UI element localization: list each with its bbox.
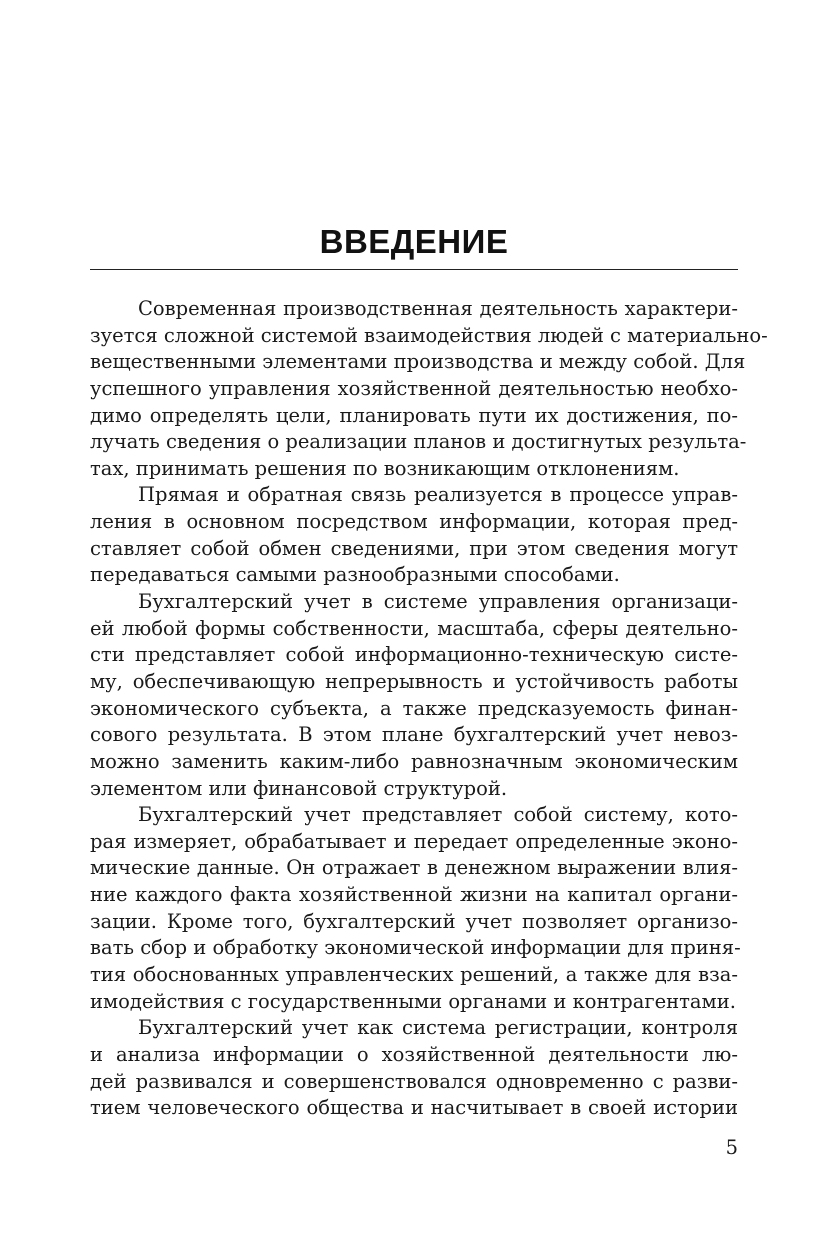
chapter-heading: ВВЕДЕНИЕ (319, 223, 509, 260)
paragraph (90, 1015, 738, 1122)
text-line: Прямая и обратная связь реализуется в процессе управ- (138, 483, 738, 507)
text-line: экономического субъекта, а также предсказуемость финан- (90, 696, 738, 720)
text-line: сового результата. В этом плане бухгалтерский учет невоз- (90, 723, 738, 747)
text-line: мические данные. Он отражает в денежном выражении влия- (90, 856, 738, 880)
text-line: передаваться самыми разнообразными способами. (90, 563, 620, 587)
text-line: сти представляет собой информационно-техническую систе- (90, 643, 738, 667)
text-line: лучать сведения о реализации планов и достигнутых результа- (90, 430, 747, 454)
text-line: зуется сложной системой взаимодействия людей с материально- (90, 323, 768, 347)
text-line: ей любой формы собственности, масштаба, сферы деятельно- (90, 616, 738, 640)
text-line: Бухгалтерский учет в системе управления организаци- (138, 590, 738, 614)
heading-underline (90, 269, 738, 270)
text-line: и анализа информации о хозяйственной деятельности лю- (90, 1042, 738, 1066)
paragraph (90, 482, 738, 589)
text-line: вать сбор и обработку экономической информации для приня- (90, 936, 741, 960)
paragraph (90, 296, 768, 482)
text-line: зации. Кроме того, бухгалтерский учет позволяет организо- (90, 909, 738, 933)
text-line: ления в основном посредством информации, которая пред- (90, 510, 738, 534)
text-line: ставляет собой обмен сведениями, при этом сведения могут (90, 536, 738, 560)
text-line: имодействия с государственными органами и контрагентами. (90, 989, 736, 1013)
paragraph (90, 589, 738, 802)
paragraph (90, 802, 741, 1015)
text-line: можно заменить каким-либо равнозначным экономическим (90, 749, 738, 773)
text-line: димо определять цели, планировать пути их достижения, по- (90, 403, 738, 427)
text-line: рая измеряет, обрабатывает и передает определенные эконо- (90, 829, 738, 853)
page-number: 5 (725, 1136, 738, 1159)
text-line: му, обеспечивающую непрерывность и устойчивость работы (90, 669, 738, 693)
text-line: тах, принимать решения по возникающим отклонениям. (90, 456, 680, 480)
text-line: Современная производственная деятельность характери- (138, 297, 738, 320)
text-line: ние каждого факта хозяйственной жизни на капитал органи- (90, 883, 738, 907)
text-line: Бухгалтерский учет представляет собой систему, кото- (138, 803, 738, 827)
text-line: дей развивался и совершенствовался одновременно с разви- (90, 1069, 738, 1093)
text-line: успешного управления хозяйственной деятельностью необхо- (90, 376, 738, 400)
text-line: тия обоснованных управленческих решений, а также для вза- (90, 963, 738, 987)
text-line: вещественными элементами производства и между собой. Для (90, 350, 746, 374)
body-text (90, 296, 768, 1122)
text-line: тием человеческого общества и насчитывает в своей истории (90, 1096, 738, 1120)
text-line: Бухгалтерский учет как система регистрации, контроля (138, 1016, 738, 1040)
text-line: элементом или финансовой структурой. (90, 776, 508, 800)
